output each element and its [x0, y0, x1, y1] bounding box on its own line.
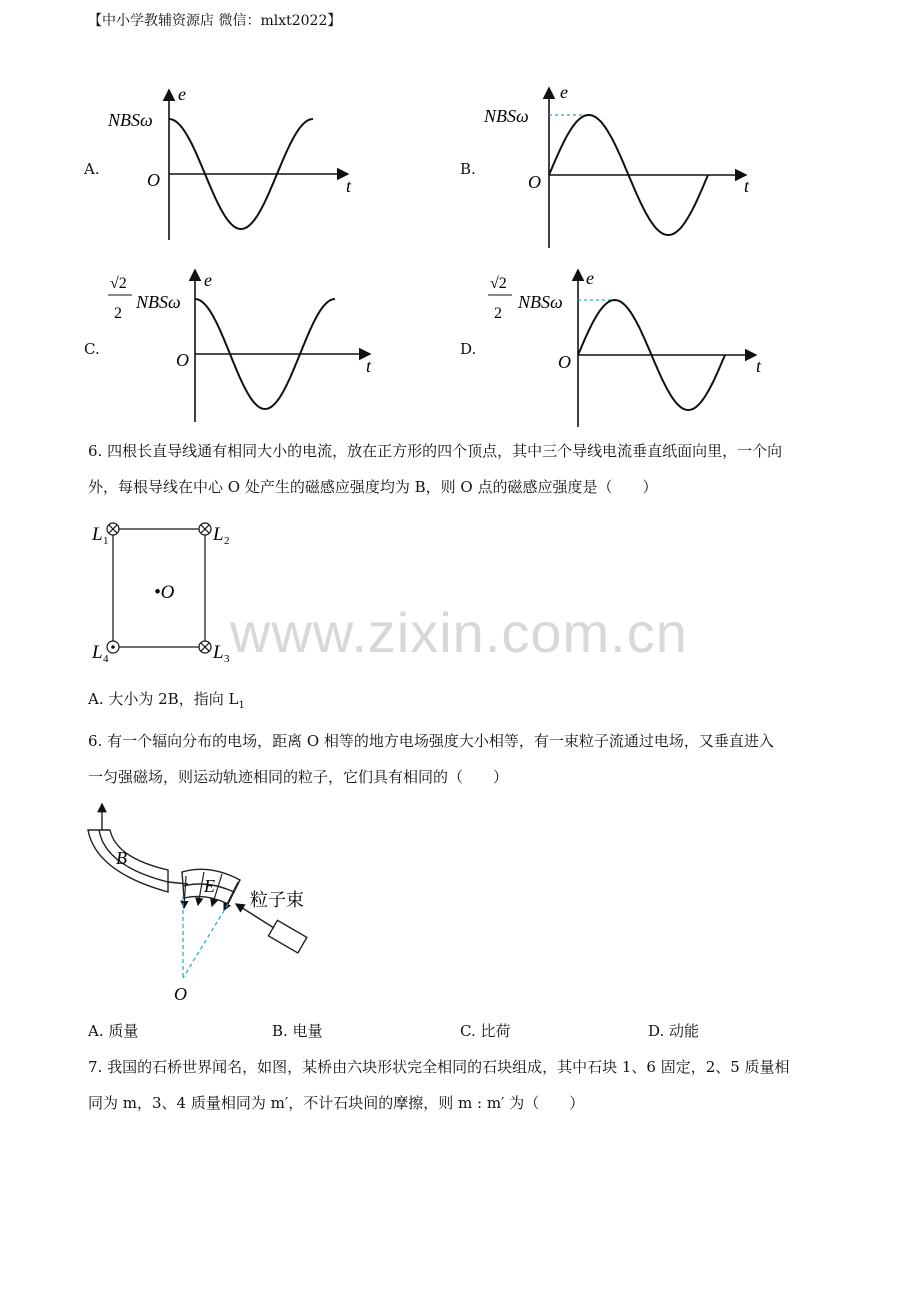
- graph-c: [100, 262, 385, 427]
- label-l1-sub: 1: [103, 535, 109, 547]
- graph-c-x-label: t: [366, 356, 372, 376]
- graph-b-peak-label: NBSω: [484, 106, 529, 126]
- graph-b: [480, 80, 760, 255]
- graph-d-peak-label: NBSω: [518, 292, 563, 312]
- graph-a: [100, 80, 370, 250]
- wire-l4-out-icon: [107, 641, 119, 653]
- graph-b-x-label: t: [744, 176, 750, 196]
- page-header: 【中小学教辅资源店 微信：mlxt2022】: [88, 13, 342, 29]
- graph-c-origin: O: [176, 350, 189, 370]
- graph-c-sqrt-den: 2: [114, 305, 122, 322]
- fig-beam-label: 粒子束: [250, 890, 304, 910]
- q6b-option-c: C. 比荷: [460, 1022, 511, 1040]
- graph-d-x-label: t: [756, 356, 762, 376]
- label-l4-sub: 4: [103, 653, 109, 665]
- q6a-option-a: [88, 688, 245, 717]
- fig-o-label: O: [174, 984, 187, 1004]
- graph-d-origin: O: [558, 352, 571, 372]
- label-l1: L: [92, 524, 103, 545]
- q6b-line2: 一匀强磁场，则运动轨迹相同的粒子，它们具有相同的（ ）: [88, 768, 509, 786]
- graph-b-origin: O: [528, 172, 541, 192]
- q6b-line1: 6. 有一个辐向分布的电场，距离 O 相等的地方电场强度大小相等，有一束粒子流通过电场，又垂直进入: [88, 732, 774, 750]
- q7-line1: 7. 我国的石桥世界闻名，如图，某桥由六块形状完全相同的石块组成，其中石块 1、6 固定，2、5 质量相: [88, 1058, 790, 1076]
- graph-c-peak-label: NBSω: [136, 292, 181, 312]
- graph-d-sqrt-num: √2: [490, 275, 507, 292]
- graph-d: [480, 262, 770, 432]
- wire-l3-into-icon: [199, 641, 211, 653]
- q7-line2: 同为 m，3、4 质量相同为 m′，不计石块间的摩擦，则 m : m′ 为（ ）: [88, 1094, 585, 1112]
- watermark: www.zixin.com.cn: [230, 601, 688, 664]
- q6b-option-a: A. 质量: [88, 1022, 139, 1040]
- wire-l1-into-icon: [107, 523, 119, 535]
- graph-a-peak-label: NBSω: [108, 110, 153, 130]
- graph-a-x-label: t: [346, 176, 352, 196]
- graph-d-option: D.: [460, 340, 477, 358]
- graph-b-y-label: e: [560, 82, 568, 102]
- label-center-o: •O: [154, 582, 175, 603]
- q6a-option-a-text: A. 大小为 2B，指向 L: [88, 690, 239, 708]
- label-l2-sub: 2: [224, 535, 230, 547]
- wire-square-figure: [86, 512, 236, 672]
- q6a-line2: 外，每根导线在中心 O 处产生的磁感应强度均为 B，则 O 点的磁感应强度是（ ）: [88, 478, 658, 496]
- graph-c-option: C.: [84, 340, 100, 358]
- wire-l2-into-icon: [199, 523, 211, 535]
- label-l3: L: [213, 642, 224, 663]
- q6b-option-b: B. 电量: [272, 1022, 323, 1040]
- graph-d-sqrt-den: 2: [494, 305, 502, 322]
- fig-b-label: B: [116, 848, 127, 868]
- graph-b-option: B.: [460, 160, 476, 178]
- q6b-option-d: D. 动能: [648, 1022, 700, 1040]
- particle-beam-figure: [78, 800, 328, 1010]
- graph-d-y-label: e: [586, 268, 594, 288]
- label-l4: L: [92, 642, 103, 663]
- graph-a-option: A.: [84, 160, 100, 178]
- fig-e-label: E: [204, 876, 215, 896]
- q6a-option-a-sub: 1: [238, 700, 245, 711]
- graph-c-sqrt-num: √2: [110, 275, 127, 292]
- label-l2: L: [213, 524, 224, 545]
- q6a-line1: 6. 四根长直导线通有相同大小的电流，放在正方形的四个顶点，其中三个导线电流垂直纸面向里，一个向: [88, 442, 783, 460]
- graph-a-origin: O: [147, 170, 160, 190]
- label-l3-sub: 3: [224, 653, 230, 665]
- graph-a-y-label: e: [178, 84, 186, 104]
- graph-c-y-label: e: [204, 270, 212, 290]
